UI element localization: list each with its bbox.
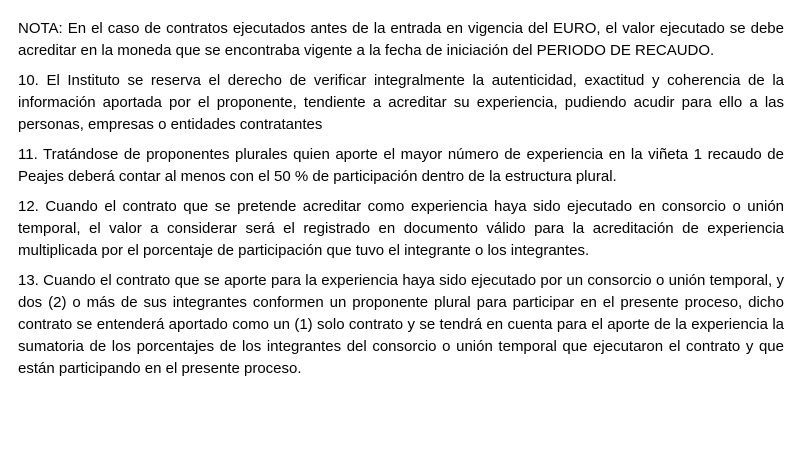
document-body bbox=[18, 18, 784, 380]
paragraph-13: 13. Cuando el contrato que se aporte para la experiencia haya sido ejecutado por un consorcio o unión temporal, y dos (2) o más de sus integrantes conformen un proponente plural para participar en el presente proceso, dicho contrato se entenderá aportado como un (1) solo contrato y se tendrá en cuenta para el aporte de la experiencia la sumatoria de los porcentajes de los integrantes del consorcio o unión temporal que ejecutaron el contrato y que están participando en el presente proceso. bbox=[18, 272, 784, 377]
paragraph-11: 11. Tratándose de proponentes plurales quien aporte el mayor número de experiencia en la viñeta 1 recaudo de Peajes deberá contar al menos con el 50 % de participación dentro de la estructura plural. bbox=[18, 146, 784, 185]
paragraph-10: 10. El Instituto se reserva el derecho de verificar integralmente la autenticidad, exactitud y coherencia de la información aportada por el proponente, tendiente a acreditar su experiencia, pudiendo acudir para ello a las personas, empresas o entidades contratantes bbox=[18, 72, 784, 133]
note-paragraph: NOTA: En el caso de contratos ejecutados antes de la entrada en vigencia del EURO, el valor ejecutado se debe acreditar en la moneda que se encontraba vigente a la fecha de iniciación del PERIODO DE RECAUDO. bbox=[18, 20, 784, 59]
paragraph-12: 12. Cuando el contrato que se pretende acreditar como experiencia haya sido ejecutado en consorcio o unión temporal, el valor a considerar será el registrado en documento válido para la acreditación de experiencia multiplicada por el porcentaje de participación que tuvo el integrante o los integrantes. bbox=[18, 198, 784, 259]
